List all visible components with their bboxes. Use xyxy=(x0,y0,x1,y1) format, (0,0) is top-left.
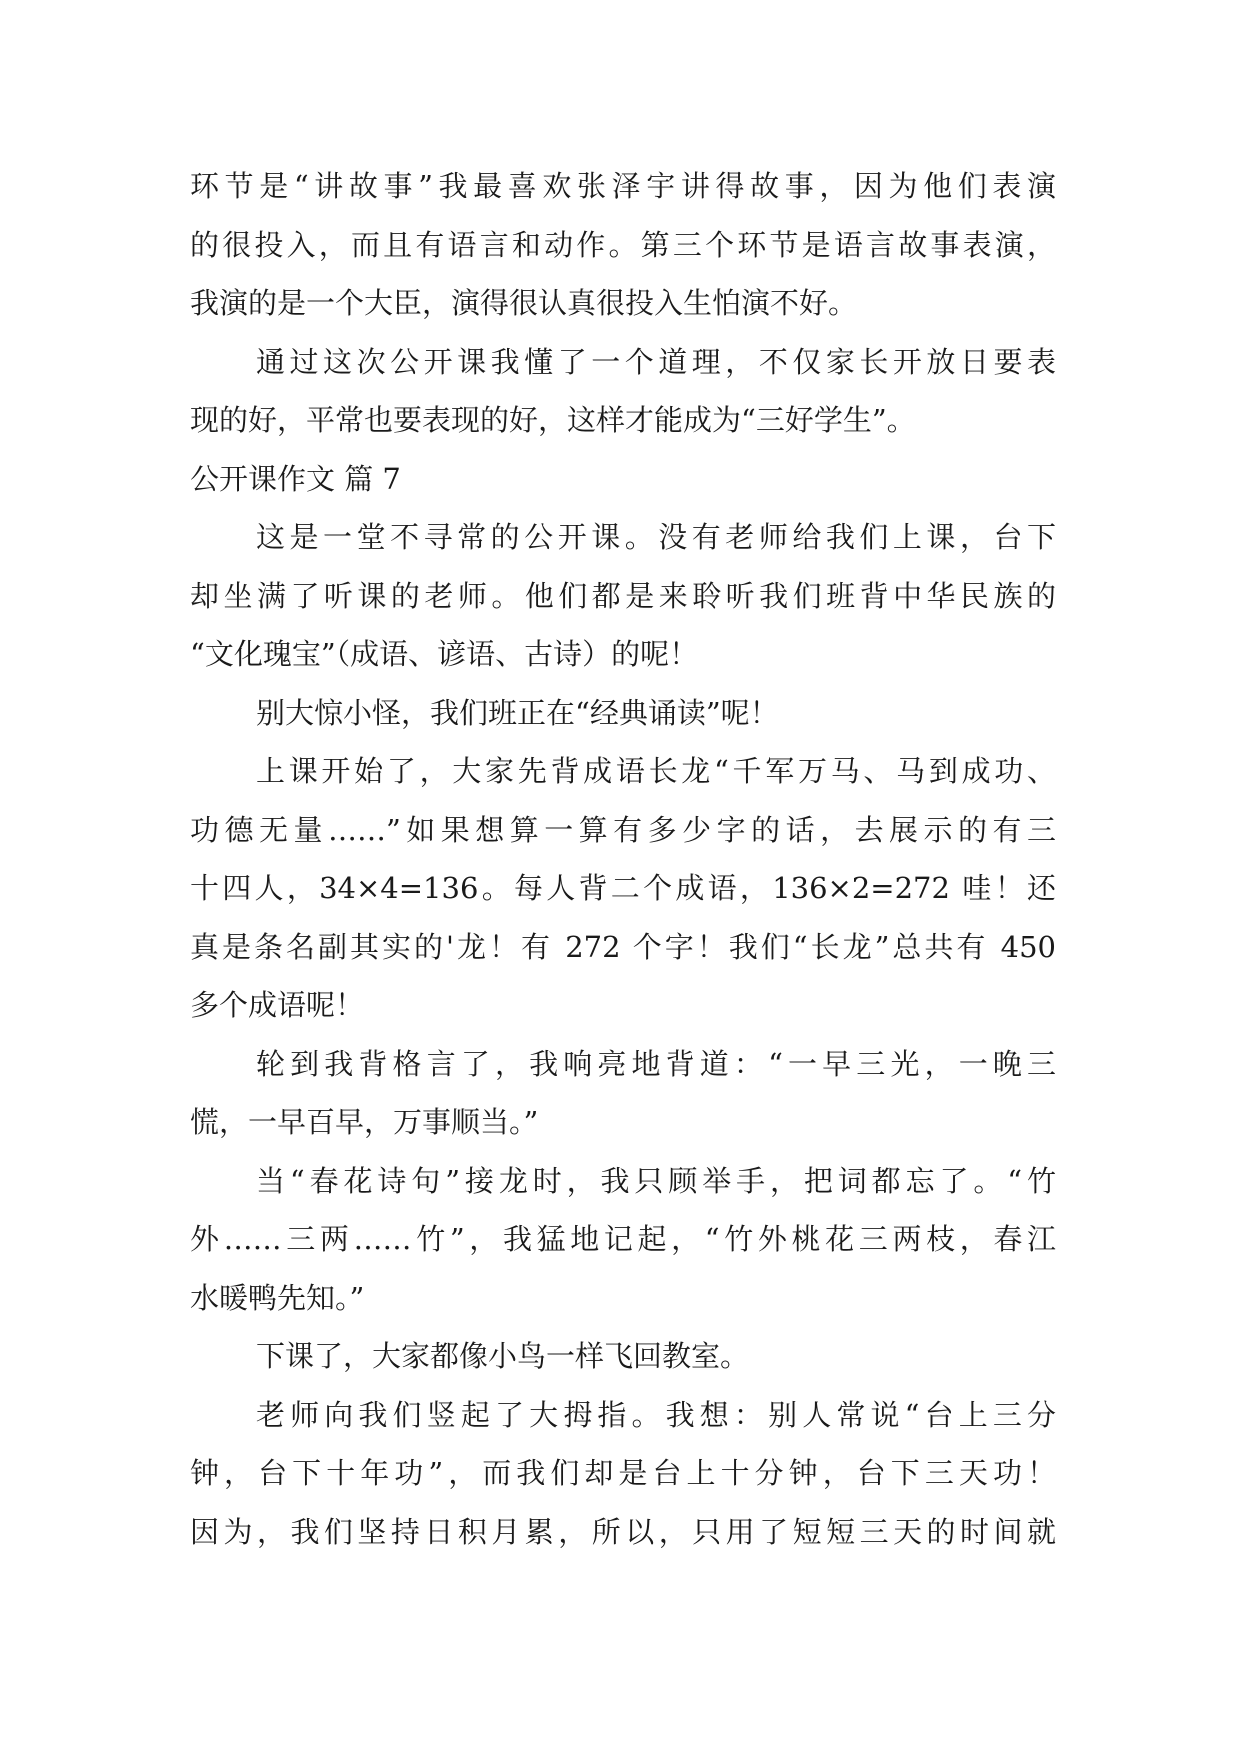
text-line: 别大惊小怪，我们班正在“经典诵读”呢！ xyxy=(256,695,779,730)
text-line: 轮到我背格言了，我响亮地背道：“一早三光，一晚三 xyxy=(256,1046,1056,1081)
text-line: 水暖鸭先知。” xyxy=(190,1280,365,1315)
text-line: 的很投入，而且有语言和动作。第三个环节是语言故事表演， xyxy=(190,227,1056,262)
text-line: 当“春花诗句”接龙时，我只顾举手，把词都忘了。“竹 xyxy=(256,1163,1056,1198)
text-line: 却坐满了听课的老师。他们都是来聆听我们班背中华民族的 xyxy=(190,578,1056,613)
text-line: 真是条名副其实的'龙！有 272 个字！我们“长龙”总共有 450 xyxy=(190,929,1056,964)
document-body xyxy=(190,157,1056,1561)
text-line: 通过这次公开课我懂了一个道理，不仅家长开放日要表 xyxy=(256,344,1056,379)
text-line: 多个成语呢！ xyxy=(190,988,365,1022)
text-line: 我演的是一个大臣，演得很认真很投入生怕演不好。 xyxy=(190,286,858,320)
text-line: 钟，台下十年功”，而我们却是台上十分钟，台下三天功！ xyxy=(190,1456,1056,1490)
text-line: 十四人，34×4=136。每人背二个成语，136×2=272 哇！还 xyxy=(190,871,1056,905)
text-line: “文化瑰宝”（成语、谚语、古诗）的呢！ xyxy=(190,637,699,671)
text-line: 老师向我们竖起了大拇指。我想：别人常说“台上三分 xyxy=(256,1397,1056,1432)
text-line: 慌，一早百早，万事顺当。” xyxy=(190,1105,539,1139)
text-line: 因为，我们坚持日积月累，所以，只用了短短三天的时间就 xyxy=(190,1514,1056,1549)
text-line: 外……三两……竹”，我猛地记起，“竹外桃花三两枝，春江 xyxy=(190,1222,1056,1256)
text-line: 上课开始了，大家先背成语长龙“千军万马、马到成功、 xyxy=(256,754,1056,788)
text-line: 环节是“讲故事”我最喜欢张泽宇讲得故事，因为他们表演 xyxy=(190,169,1056,203)
text-line: 现的好，平常也要表现的好，这样才能成为“三好学生”。 xyxy=(190,403,916,437)
section-heading: 公开课作文 篇 7 xyxy=(190,461,401,496)
text-line: 下课了，大家都像小鸟一样飞回教室。 xyxy=(256,1339,750,1373)
text-line: 这是一堂不寻常的公开课。没有老师给我们上课，台下 xyxy=(256,520,1056,554)
text-line: 功德无量……”如果想算一算有多少字的话，去展示的有三 xyxy=(190,812,1056,847)
